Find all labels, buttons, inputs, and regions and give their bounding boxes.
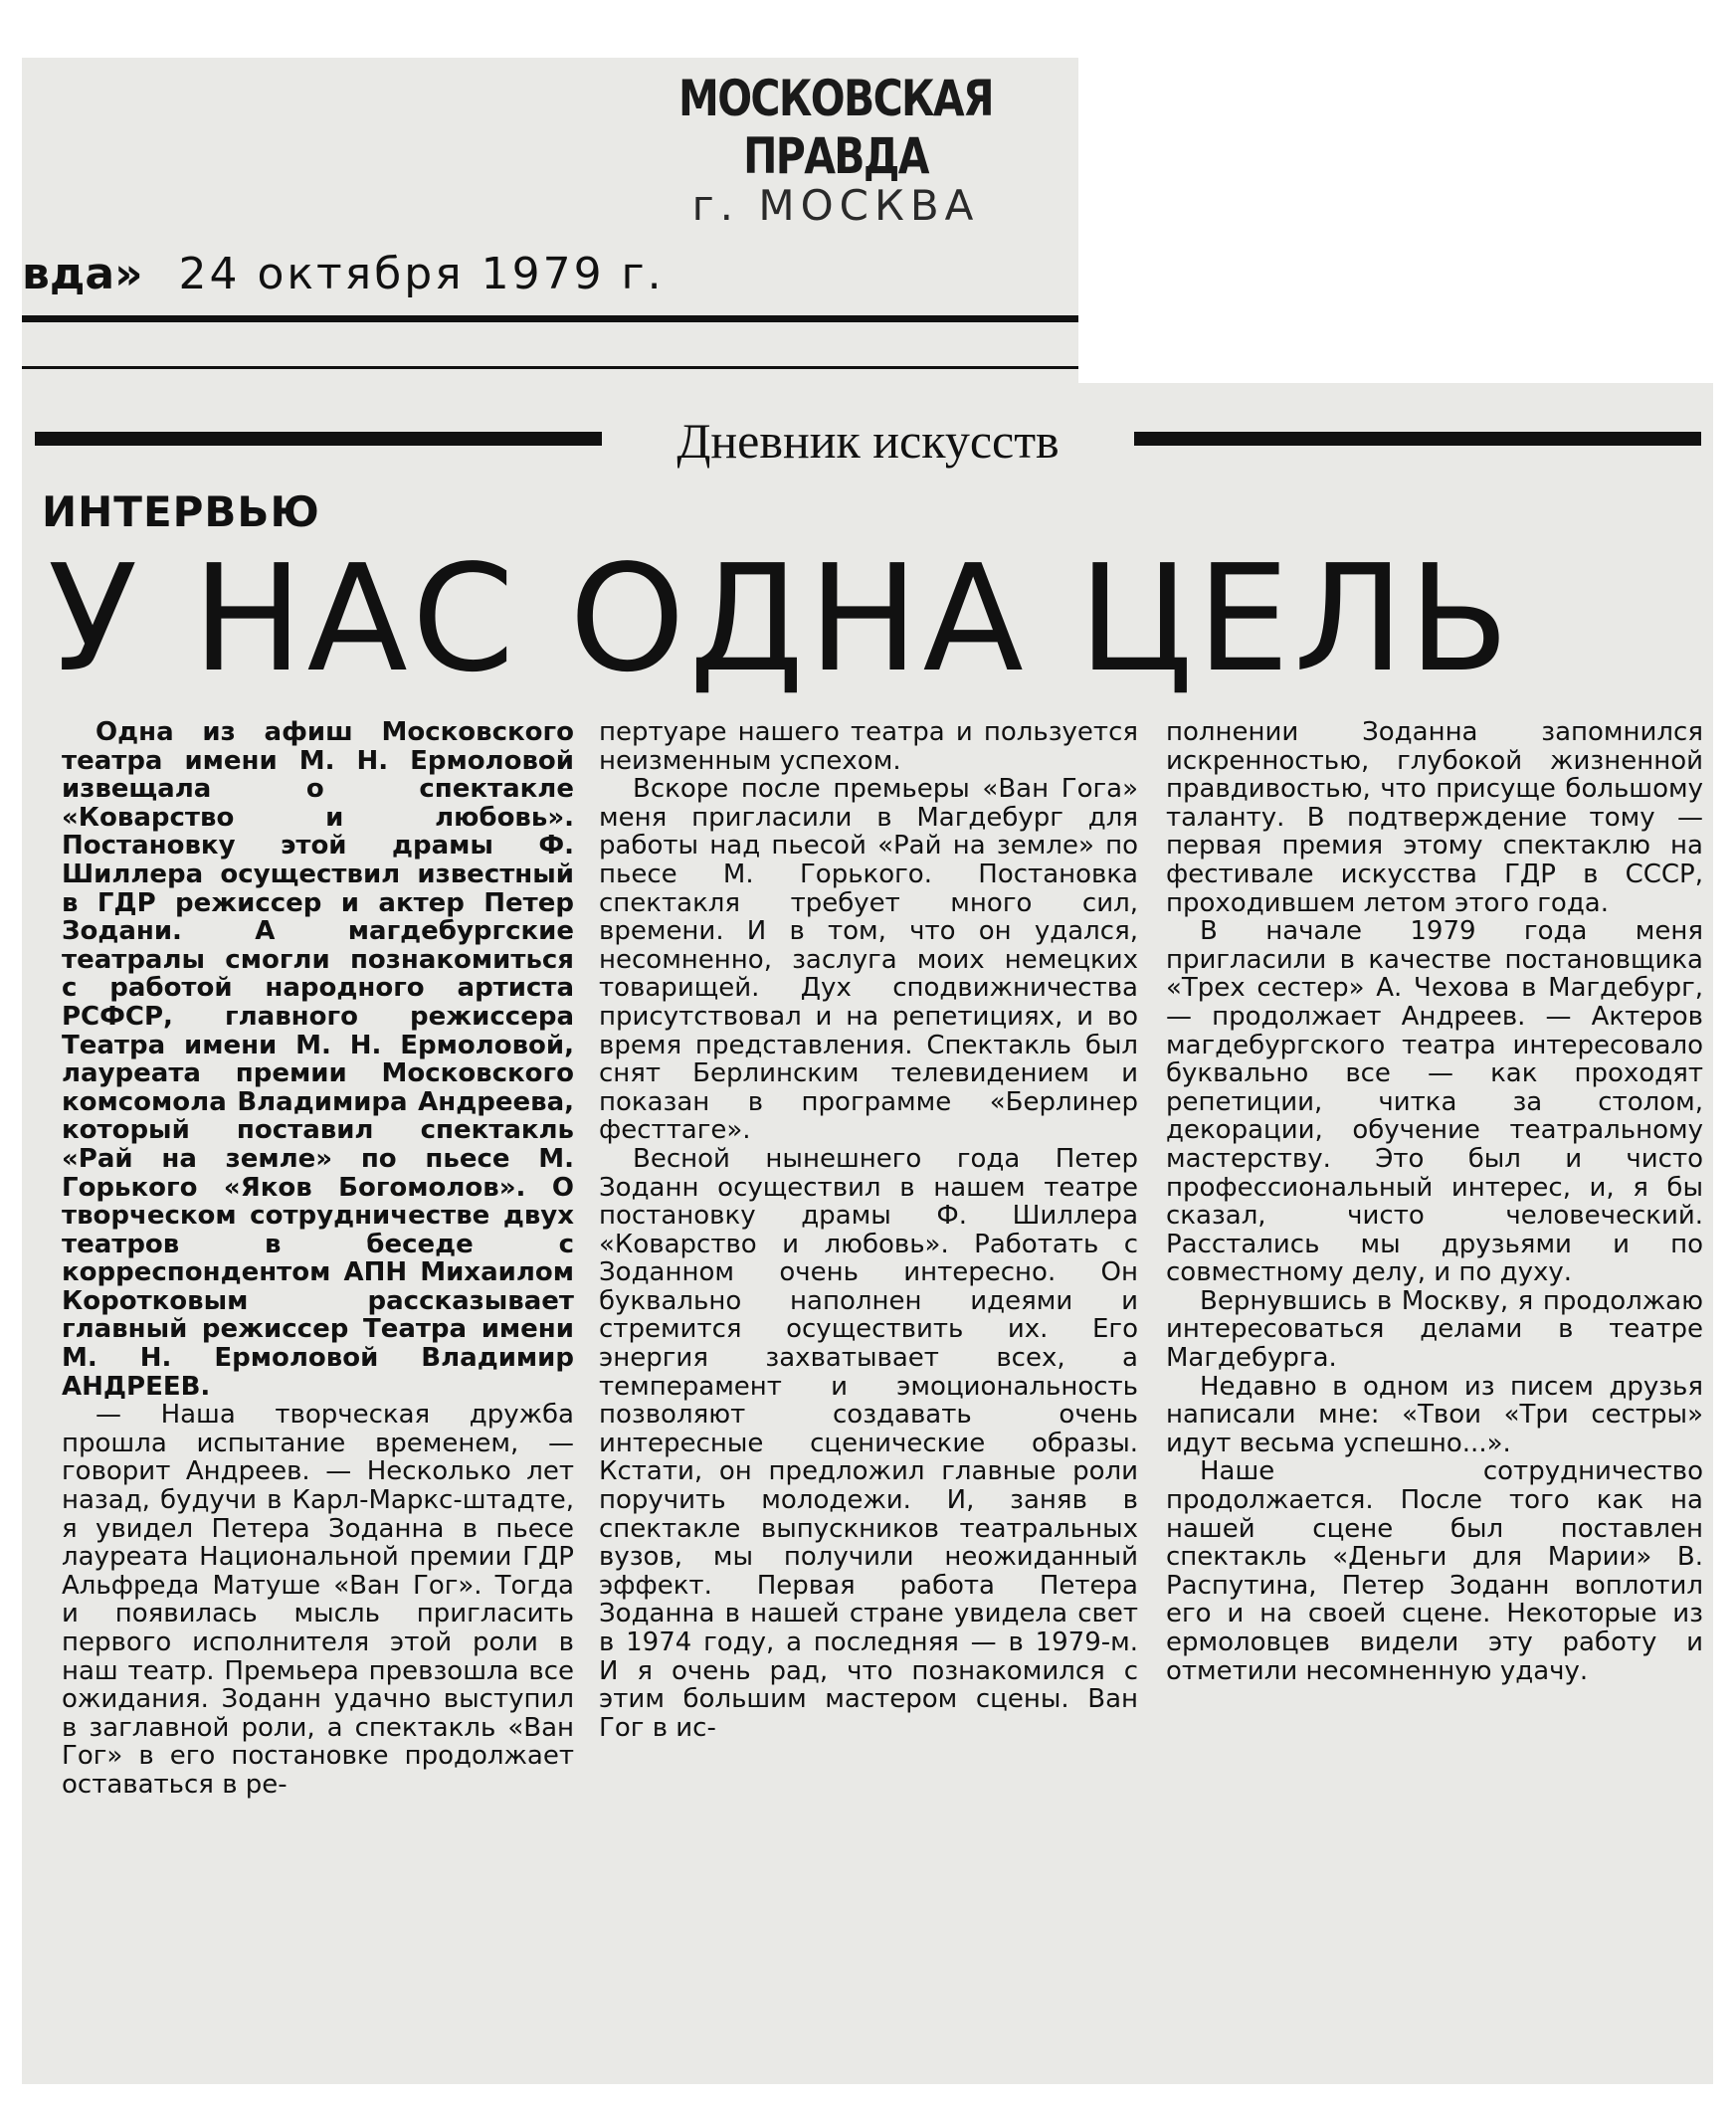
paragraph-continued: полнении Зоданна запомнился искренностью, глубокой жизненной правдивостью, что присуще большому таланту. В подтверждение тому — первая премия этому спектаклю на фестивале искусства ГДР в СССР, проходившем летом этого года. [1166,717,1703,918]
article-column-2 [599,718,1138,1742]
paragraph: В начале 1979 года меня пригласили в качестве постановщика «Трех сестер» А. Чехова в Магдебург, — продолжает Андреев. — Актеров магдебургского театра интересовало буквально все — как проходят репетиции, читка за столом, декорации, обучение театральному мастерству. Это был и чисто профессиональный интерес, и, я бы сказал, чисто человеческий. Расстались мы друзьями и по совместному делу, и по духу. [1166,916,1703,1288]
rubric-label: ИНТЕРВЬЮ [42,487,320,536]
paragraph: — Наша творческая дружба прошла испытание временем, — говорит Андреев. — Несколько лет назад, будучи в Карл-Маркс-штадте, я увидел Петера Зоданна в пьесе лауреата Национальной премии ГДР Альфреда Матуше «Ван Гог». Тогда и появилась мысль пригласить первого исполнителя этой роли в наш театр. Премьера превзошла все ожидания. Зоданн удачно выступил в заглавной роли, а спектакль «Ван Гог» в его постановке продолжает оставаться в ре- [62,1400,574,1800]
paragraph: Недавно в одном из писем друзья написали мне: «Твои «Три сестры» идут весьма успешно...». [1166,1371,1703,1458]
dateline-date: 24 октября 1979 г. [178,249,665,299]
newspaper-stamp [587,70,1084,230]
lead-author-name: АНДРЕЕВ. [62,1371,211,1402]
paragraph: Наше сотрудничество продолжается. После того как на нашей сцене был поставлен спектакль «Деньги для Марии» В. Распутина, Петер Зоданн воплотил его и на своей сцене. Некоторые из ермоловцев видели эту работу и отметили несомненную удачу. [1166,1456,1703,1686]
dateline-paper: вда» [22,249,143,299]
section-rule-left [35,432,602,446]
stamp-paper-name: МОСКОВСКАЯ ПРАВДА [678,70,993,185]
lead-text: Одна из афиш Московского театра имени М. Н. Ермоловой извещала о спектакле «Коварство и любовь». Постановку этой драмы Ф. Шиллера осуществил известный в ГДР режиссер и актер Петер Зодани. А магдебургские театралы смогли познакомиться с работой народного артиста РСФСР, главного режиссера Театра имени М. Н. Ермоловой, лауреата премии Московского комсомола Владимира Андреева, который поставил спектакль «Рай на земле» по пьесе М. Горького «Яков Богомолов». О творческом сотрудничестве двух театров в беседе с корреспондентом АПН Михаилом Коротковым рассказывает главный режиссер Театра имени М. Н. Ермоловой Владимир [62,717,574,1374]
paragraph: Вскоре после премьеры «Ван Гога» меня пригласили в Магдебург для работы над пьесой «Рай на земле» по пьесе М. Горького. Постановка спектакля требует много сил, времени. И в том, что он удался, несомненно, заслуга моих немецких товарищей. Дух сподвижничества присутствовал и на репетициях, и во время представления. Спектакль был снят Берлинским телевидением и показан в программе «Берлинер фесттаге». [599,774,1138,1146]
section-heading [35,413,1666,469]
section-rule-right [1134,432,1701,446]
paragraph: Вернувшись в Москву, я продолжаю интересоваться делами в театре Магдебурга. [1166,1285,1703,1374]
top-rule-thick [22,315,1078,322]
top-rule-thin [22,366,1078,369]
article-lead [62,718,574,1401]
paragraph: Весной нынешнего года Петер Зоданн осуществил в нашем театре постановку драмы Ф. Шиллера «Коварство и любовь». Работать с Зоданном очень интересно. Он буквально наполнен идеями и стремится осуществить их. Его энергия захватывает всех, а темперамент и эмоциональность позволяют создавать очень интересные сценические образы. Кстати, он предложил главные роли поручить молодежи. И, заняв в спектакле выпускников театральных вузов, мы получили неожиданный эффект. Первая работа Петера Зоданна в нашей стране увидела свет в 1974 году, а последняя — в 1979-м. И я очень рад, что познакомился с этим большим мастером сцены. Ван Гог в ис- [599,1143,1138,1743]
dateline [22,249,665,299]
article-headline: У НАС ОДНА ЦЕЛЬ [48,533,1514,704]
stamp-city: г. МОСКВА [691,181,980,230]
paragraph-continued: пертуаре нашего театра и пользуется неизменным успехом. [599,717,1138,776]
article-column-3 [1166,718,1703,1685]
section-title: Дневник искусств [676,413,1060,469]
article-column-1 [62,718,574,1800]
